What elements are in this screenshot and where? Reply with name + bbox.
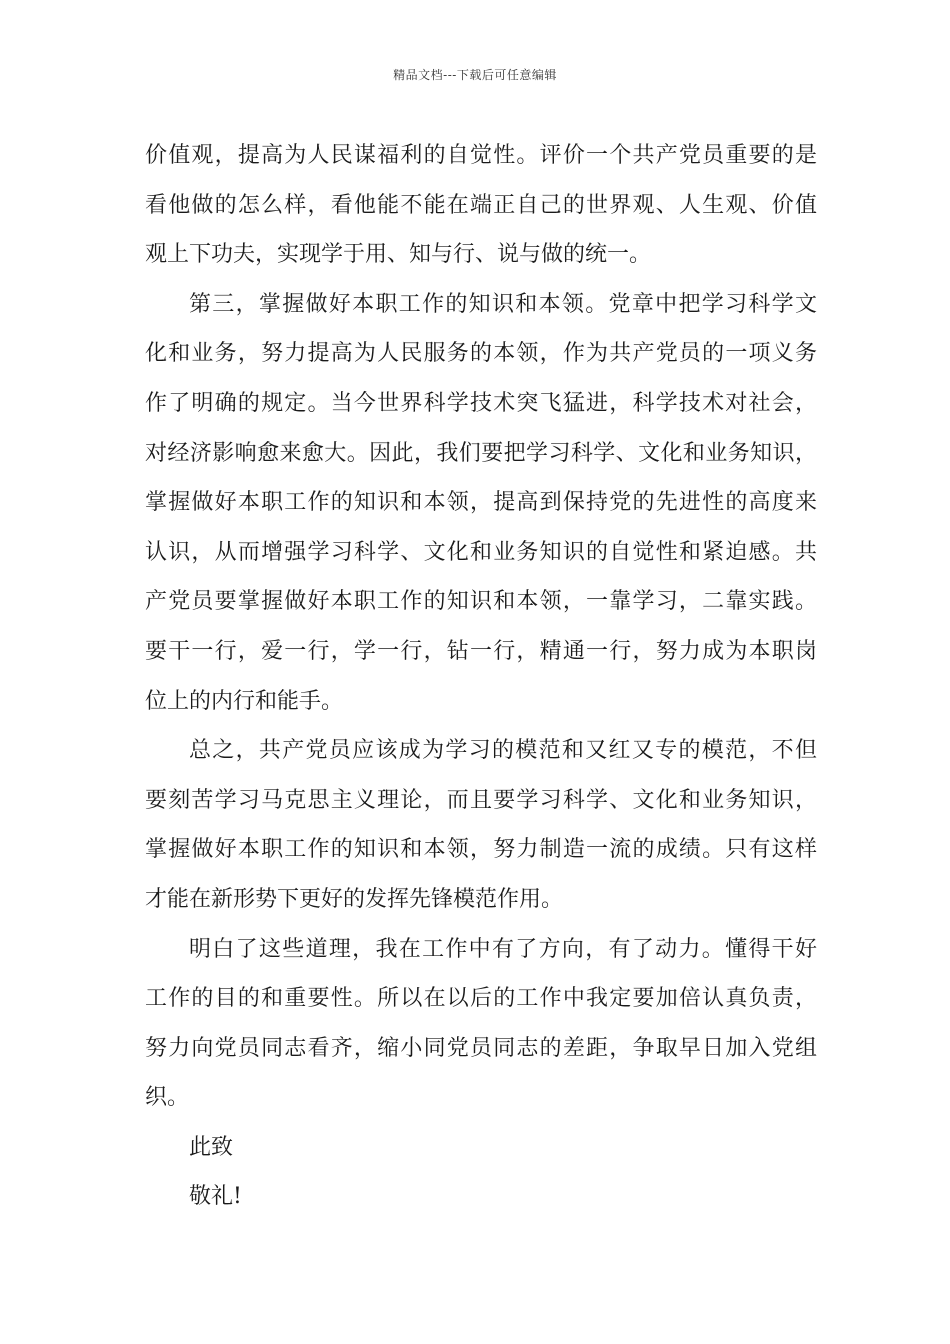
page-header: 精品文档---下载后可任意编辑: [393, 68, 557, 82]
text-line: 价值观，提高为人民谋福利的自觉性。评价一个共产党员重要的是: [145, 143, 817, 168]
text-line: 努力向党员同志看齐，缩小同党员同志的差距，争取早日加入党组: [145, 1035, 817, 1061]
text-line: 织。: [145, 1085, 190, 1111]
text-line: 位上的内行和能手。: [145, 688, 344, 714]
text-line: 要干一行，爱一行，学一行，钻一行，精通一行，努力成为本职岗: [145, 638, 817, 664]
text-line: 产党员要掌握做好本职工作的知识和本领，一靠学习，二靠实践。: [145, 589, 817, 615]
text-line: 工作的目的和重要性。所以在以后的工作中我定要加倍认真负责，: [145, 986, 817, 1012]
text-line: 认识，从而增强学习科学、文化和业务知识的自觉性和紧迫感。共: [145, 539, 817, 565]
text-line: 对经济影响愈来愈大。因此，我们要把学习科学、文化和业务知识，: [145, 440, 817, 466]
text-line: 总之，共产党员应该成为学习的模范和又红又专的模范，不但: [189, 738, 817, 764]
text-line: 明白了这些道理，我在工作中有了方向，有了动力。懂得干好: [189, 936, 817, 962]
text-line: 才能在新形势下更好的发挥先锋模范作用。: [145, 886, 564, 912]
text-line: 第三，掌握做好本职工作的知识和本领。党章中把学习科学文: [189, 291, 817, 317]
closing-regards: 敬礼!: [189, 1184, 242, 1210]
text-line: 看他做的怎么样，看他能不能在端正自己的世界观、人生观、价值: [145, 192, 817, 218]
letter-body: [145, 131, 817, 1222]
text-line: 掌握做好本职工作的知识和本领，提高到保持党的先进性的高度来: [145, 490, 817, 516]
closing-salutation: 此致: [189, 1134, 234, 1160]
text-line: 作了明确的规定。当今世界科学技术突飞猛进，科学技术对社会，: [145, 390, 817, 416]
text-line: 要刻苦学习马克思主义理论，而且要学习科学、文化和业务知识，: [145, 787, 817, 813]
text-line: 化和业务，努力提高为人民服务的本领，作为共产党员的一项义务: [145, 341, 817, 367]
text-line: 掌握做好本职工作的知识和本领，努力制造一流的成绩。只有这样: [145, 837, 817, 863]
text-line: 观上下功夫，实现学于用、知与行、说与做的统一。: [145, 242, 652, 268]
